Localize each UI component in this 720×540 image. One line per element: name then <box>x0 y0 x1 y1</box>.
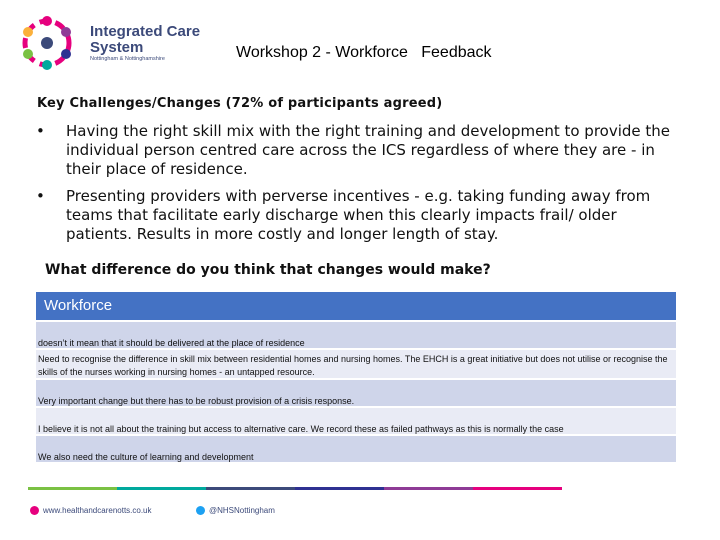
website-text: www.healthandcarenotts.co.uk <box>43 506 152 515</box>
bullet-icon: • <box>36 122 45 140</box>
website-link[interactable] <box>30 506 152 515</box>
footer-bar-segment <box>28 487 117 490</box>
table-row: doesn’t it mean that it should be delivered at the place of residence <box>36 320 676 348</box>
table-row: We also need the culture of learning and development <box>36 434 676 462</box>
table-row: Need to recognise the difference in skill mix between residential homes and nursing homes. The EHCH is a great initiative but does not utilise or recognise the skills of the nurses working in nursing homes - an untapped resource. <box>36 348 676 378</box>
footer-bar-segment <box>117 487 206 490</box>
table-row: Very important change but there has to be robust provision of a crisis response. <box>36 378 676 406</box>
ics-logo-icon <box>14 10 80 76</box>
list-item <box>36 187 686 244</box>
key-challenges-heading: Key Challenges/Changes (72% of participants agreed) <box>37 96 443 111</box>
table-row: I believe it is not all about the training but access to alternative care. We record these as failed pathways as this is normally the case <box>36 406 676 434</box>
footer-bar-segment <box>384 487 473 490</box>
twitter-icon <box>196 506 205 515</box>
logo-subtitle: Nottingham & Nottinghamshire <box>90 56 165 62</box>
key-challenges-list <box>36 122 686 252</box>
list-item <box>36 122 686 179</box>
bullet-icon: • <box>36 187 45 205</box>
question-text: What difference do you think that changes would make? <box>45 262 491 278</box>
bullet-text: Having the right skill mix with the right training and development to provide the individual person centred care across the ICS regardless of where they are - in their place of residence. <box>66 122 671 178</box>
twitter-text: @NHSNottingham <box>209 506 275 515</box>
slide-title: Workshop 2 - Workforce Feedback <box>236 44 492 61</box>
table-header: Workforce <box>36 292 676 320</box>
globe-icon <box>30 506 39 515</box>
twitter-link[interactable] <box>196 506 275 515</box>
workforce-table <box>36 292 676 462</box>
bullet-text: Presenting providers with perverse incentives - e.g. taking funding away from teams that facilitate early discharge when this clearly impacts frail/ older patients. Results in more costly and longer length of stay. <box>66 187 651 243</box>
footer-bar-segment <box>473 487 562 490</box>
footer-bar-segment <box>295 487 384 490</box>
logo-name: Integrated Care System <box>90 23 201 56</box>
footer-bar-segment <box>206 487 295 490</box>
ics-logo <box>14 10 214 78</box>
footer-color-bar <box>28 487 562 490</box>
